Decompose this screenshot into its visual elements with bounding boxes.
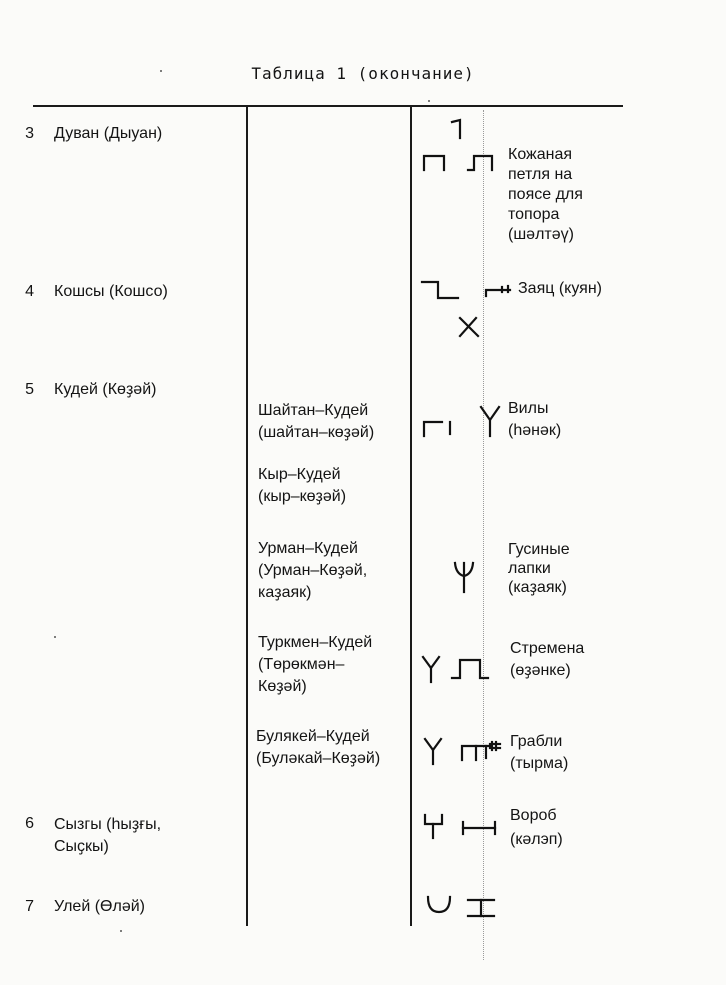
page-title: Таблица 1 (окончание) [251,64,475,83]
corner-sign-icon [420,278,462,302]
meaning-line: (кәлэп) [510,831,563,848]
row-number: 6 [25,815,34,832]
subclan-line: Кыр–Кудей [258,466,341,483]
meaning-line: поясе для [508,186,583,203]
subclan-line: (Урман–Көҙәй, [258,562,368,579]
subclan-line: (Буләкай–Көҙәй) [256,750,381,767]
scan-speck [428,100,430,102]
meaning-line: Гусиные [508,541,570,558]
fork-sign-icon [422,736,444,766]
subclan-line: Туркмен–Кудей [258,634,373,651]
sign-meaning [508,145,583,245]
subclan-line: Шайтан–Кудей [258,402,369,419]
scan-speck [160,70,162,72]
column-divider-2 [410,106,412,926]
subclan-name [256,726,380,770]
row-number: 3 [25,125,34,142]
meaning-line: лапки [508,560,551,577]
clan-name: Улей (Өләй) [54,898,145,915]
clan-name: Кудей (Көҙәй) [54,381,157,398]
meaning-line: (өҙәнке) [510,662,571,679]
sign-meaning [508,398,561,442]
subclan-name [258,538,367,604]
cross-sign-icon [456,314,482,338]
hook-line-sign-icon [422,812,446,840]
subclan-line: (шайтан–көҙәй) [258,424,375,441]
clan-name: Дуван (Дыуан) [54,125,163,142]
subclan-line: Урман–Кудей [258,540,358,557]
fork-sign-icon [420,654,442,684]
sign-meaning [508,540,570,597]
meaning-line: топора [508,206,560,223]
meaning-line: (тырма) [510,755,569,772]
subclan-line: (Төрөкмән– [258,656,345,673]
meaning-line: (шәлтәү) [508,226,574,243]
two-brackets-sign-icon [420,152,500,172]
row-number: 5 [25,381,34,398]
subclan-name [258,632,372,698]
scan-speck [120,930,122,932]
row-number: 4 [25,283,34,300]
meaning-line: Кожаная [508,146,573,163]
subclan-line: Көҙәй) [258,678,307,695]
meaning-line: Стремена [510,640,585,657]
sign-meaning [510,731,568,775]
sign-meaning: Заяц (куян) [518,280,602,297]
row-number: 7 [25,898,34,915]
column-divider-1 [246,106,248,926]
clan-name [54,814,161,858]
hook-sign-icon [450,118,470,140]
meaning-line: петля на [508,166,573,183]
table-top-rule [33,105,623,107]
stirrup-sign-icon [450,656,492,682]
meaning-line: (һәнәк) [508,422,562,439]
fork-sign-icon [478,404,502,438]
bar-sign-icon [460,820,498,836]
meaning-line: Вилы [508,400,549,417]
subclan-name [258,400,374,444]
rake-sign-icon [460,740,502,764]
subclan-line: (кыр–көҙәй) [258,488,347,505]
meaning-line: Вороб [510,807,557,824]
meaning-line: (каҙаяк) [508,579,567,596]
subclan-line: каҙаяк) [258,584,312,601]
subclan-name [258,464,346,508]
clan-line: Сызгы (һыҙғы, [54,816,162,833]
sign-meaning [510,638,584,682]
clan-name: Кошсы (Кошсо) [54,283,168,300]
clan-line: Сыҫкы) [54,838,109,855]
sign-meaning [510,804,563,852]
subclan-line: Булякей–Кудей [256,728,370,745]
hook-line-sign-icon [484,284,514,298]
scan-speck [54,636,56,638]
i-beam-sign-icon [464,896,498,920]
u-sign-icon [424,894,454,916]
meaning-line: Грабли [510,733,563,750]
bracket-sign-icon [420,418,454,438]
trident-sign-icon [452,560,476,594]
